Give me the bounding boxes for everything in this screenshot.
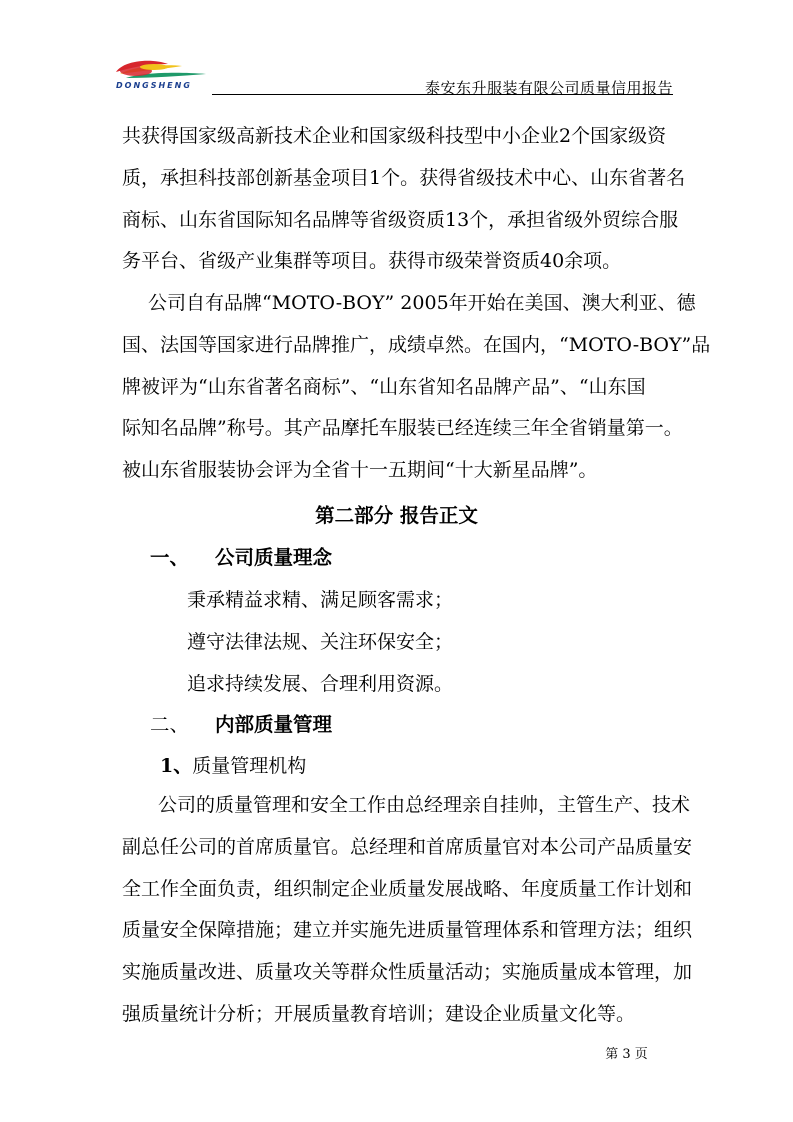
section2-number: 二、 xyxy=(150,713,190,736)
org-line: 强质量统计分析；开展质量教育培训；建设企业质量文化等。 xyxy=(122,1002,636,1025)
intro-line: 质，承担科技部创新基金项目1个。获得省级技术中心、山东省著名 xyxy=(122,166,686,189)
page-number-label: 第 3 页 xyxy=(605,1047,648,1062)
logo-text: DONGSHENG xyxy=(116,81,192,90)
brand-paragraph xyxy=(122,283,711,492)
header-rule xyxy=(212,94,673,95)
org-line: 实施质量改进、质量攻关等群众性质量活动；实施质量成本管理，加 xyxy=(122,961,693,984)
brand-line: 际知名品牌”称号。其产品摩托车服装已经连续三年全省销量第一。 xyxy=(122,417,683,440)
section2-heading xyxy=(150,709,332,737)
sub1-title: 质量管理机构 xyxy=(192,755,307,777)
section1-number: 一、 xyxy=(150,546,190,569)
intro-line: 共获得国家级高新技术企业和国家级科技型中小企业2个国家级资 xyxy=(122,125,667,147)
org-line: 全工作全面负责，组织制定企业质量发展战略、年度质量工作计划和 xyxy=(122,877,693,900)
intro-paragraph xyxy=(122,116,686,283)
brand-line: 公司自有品牌“MOTO-BOY” 2005年开始在美国、澳大利亚、德 xyxy=(148,292,696,314)
company-logo xyxy=(112,54,210,96)
org-line: 公司的质量管理和安全工作由总经理亲自挂帅，主管生产、技术 xyxy=(158,794,691,816)
philosophy-item: 遵守法律法规、关注环保安全； xyxy=(187,631,454,653)
page-number xyxy=(0,1043,793,1062)
part2-heading: 第二部分 报告正文 xyxy=(315,504,478,527)
philosophy-item: 秉承精益求精、满足顾客需求； xyxy=(187,589,454,611)
org-paragraph xyxy=(122,785,693,1036)
philosophy-item: 追求持续发展、合理利用资源。 xyxy=(187,673,454,695)
brand-line: 国、法国等国家进行品牌推广，成绩卓然。在国内，“MOTO-BOY”品 xyxy=(122,333,711,356)
section1-heading xyxy=(150,542,332,570)
brand-line: 被山东省服装协会评为全省十一五期间“十大新星品牌”。 xyxy=(122,459,598,482)
header-title: 泰安东升服装有限公司质量信用报告 xyxy=(424,79,673,97)
intro-line: 务平台、省级产业集群等项目。获得市级荣誉资质40余项。 xyxy=(122,250,622,273)
sub1-number: 1、 xyxy=(160,755,193,777)
sub1-heading xyxy=(160,751,306,778)
org-line: 副总任公司的首席质量官。总经理和首席质量官对本公司产品质量安 xyxy=(122,835,693,858)
section1-title: 公司质量理念 xyxy=(215,546,333,569)
intro-line: 商标、山东省国际知名品牌等省级资质13个，承担省级外贸综合服 xyxy=(122,208,679,231)
brand-line: 牌被评为“山东省著名商标”、“山东省知名品牌产品”、“山东国 xyxy=(122,375,646,398)
org-line: 质量安全保障措施；建立并实施先进质量管理体系和管理方法；组织 xyxy=(122,919,693,942)
section2-title: 内部质量管理 xyxy=(215,713,333,736)
